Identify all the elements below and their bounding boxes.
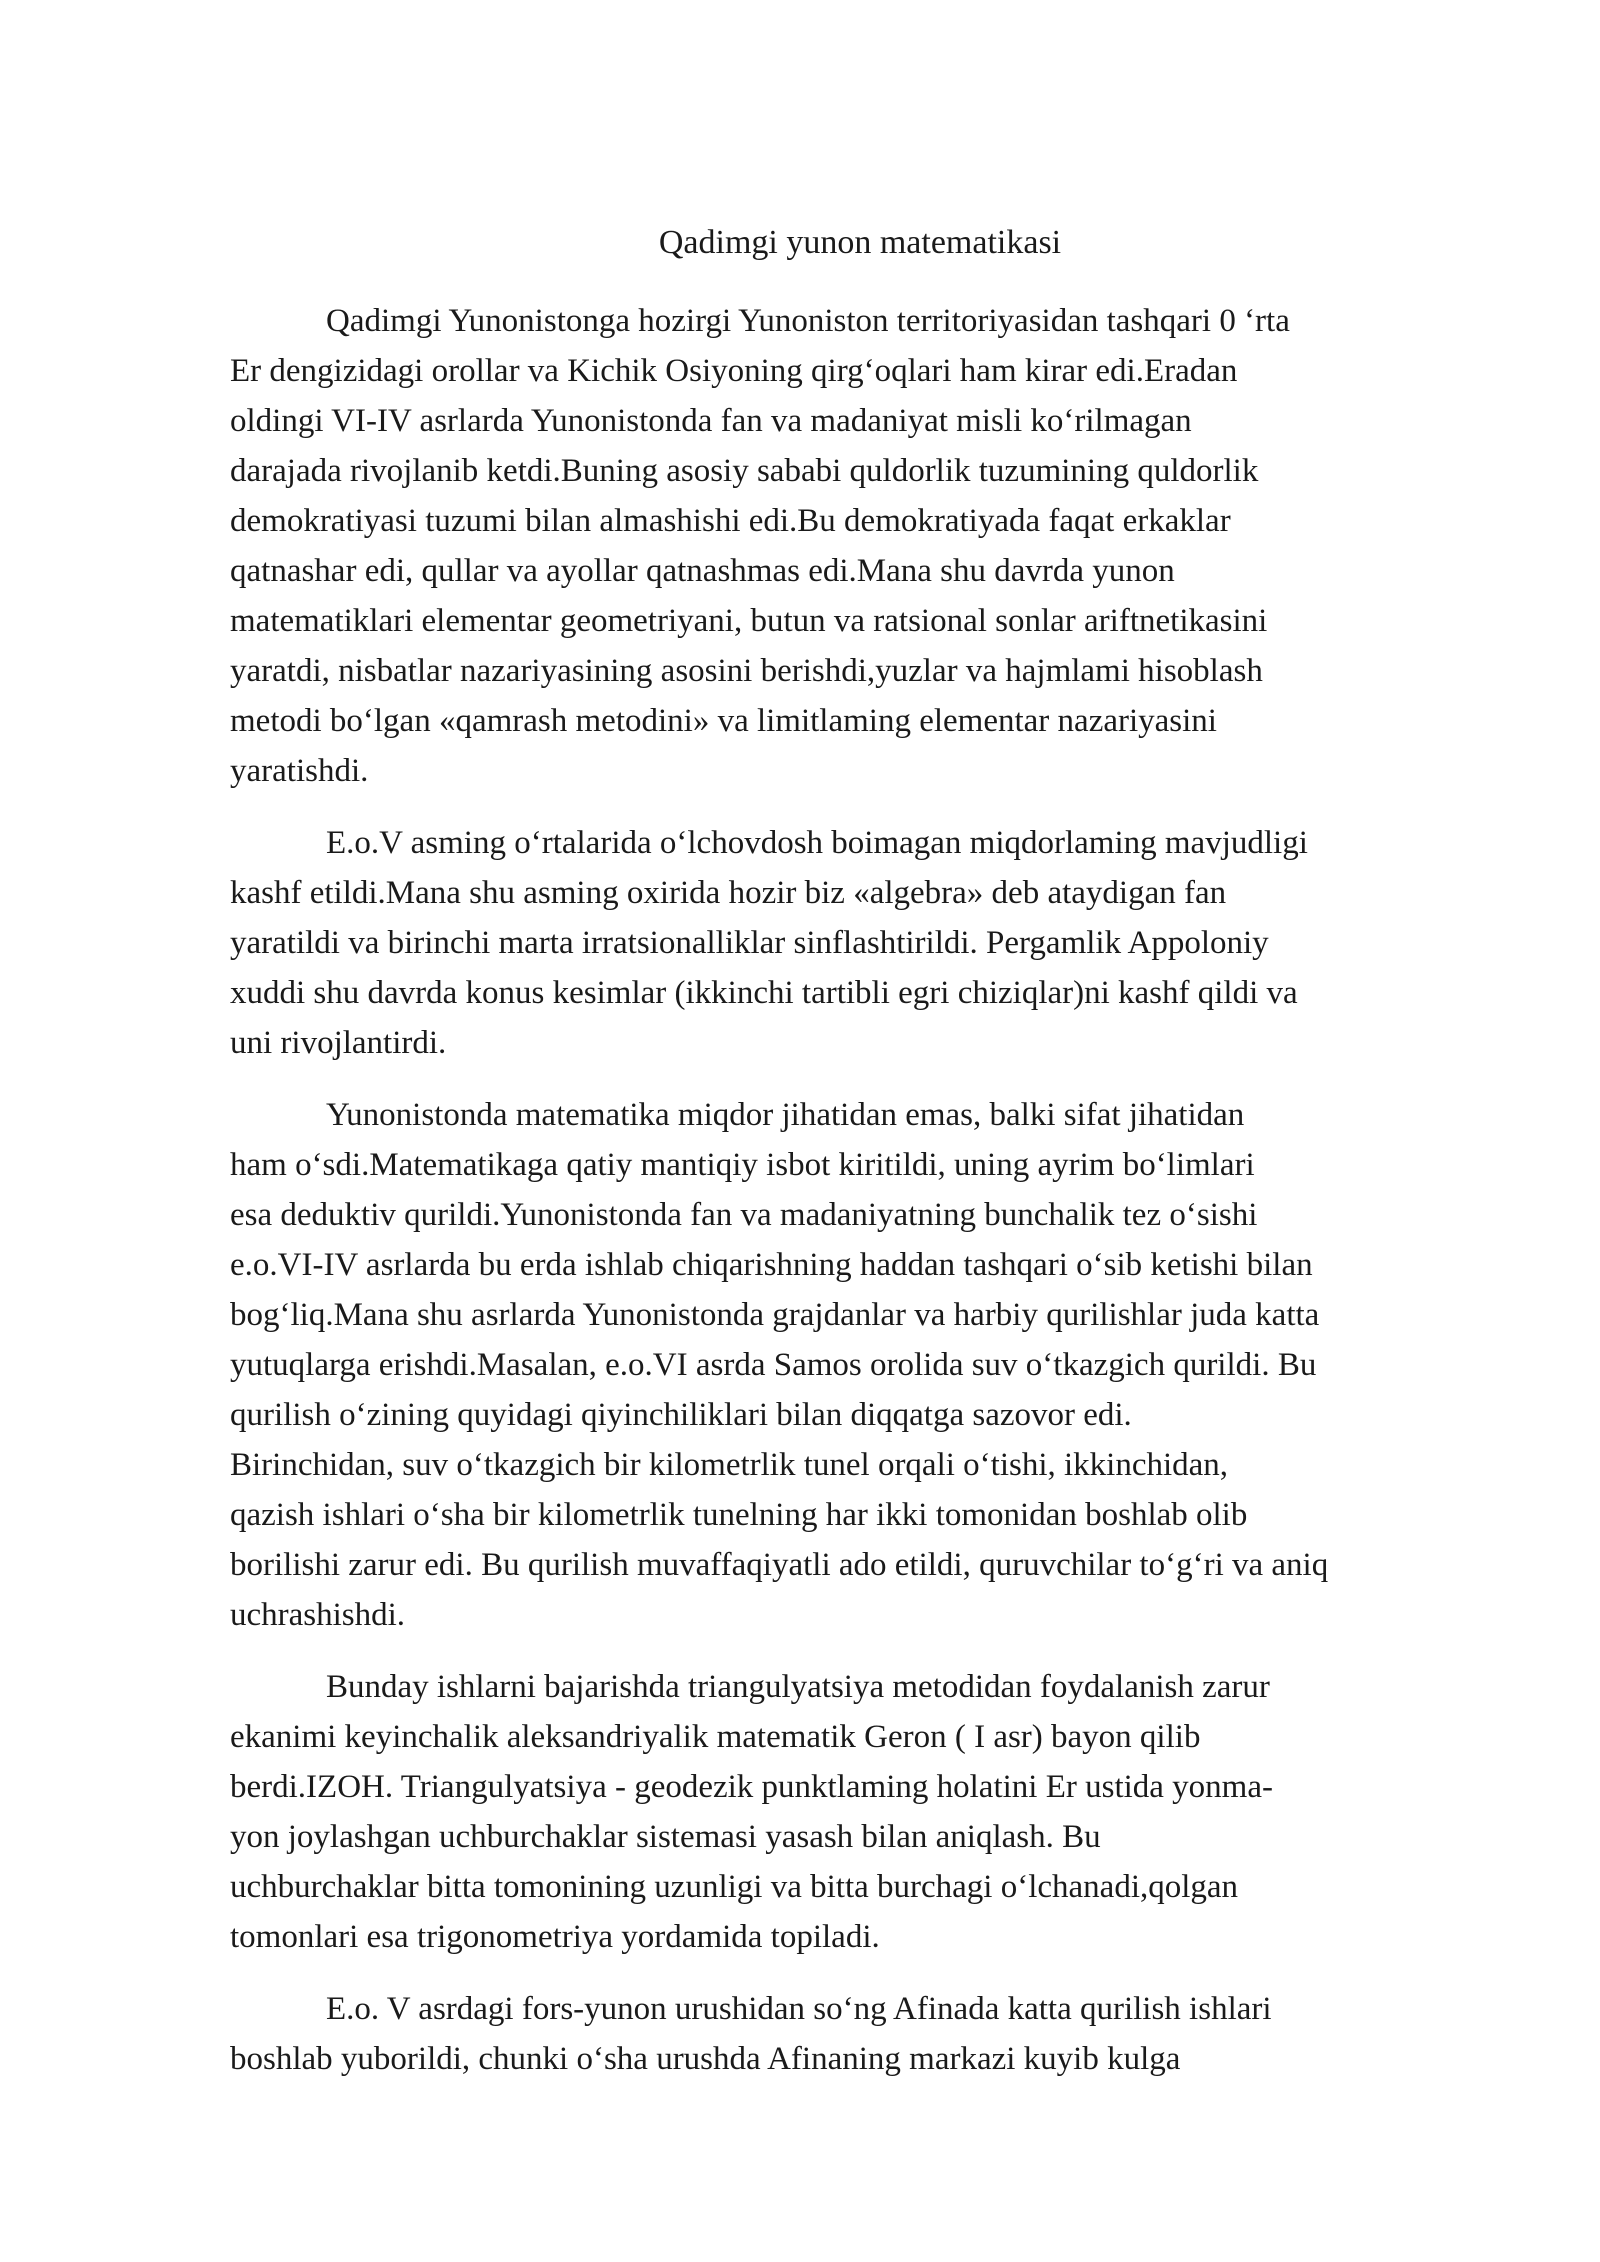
text-line: yaratishdi. <box>230 753 369 789</box>
text-line: Qadimgi Yunonistonga hozirgi Yunoniston territoriyasidan tashqari 0 ‘rta <box>326 303 1290 339</box>
text-line: metodi bo‘lgan «qamrash metodini» va limitlaming elementar nazariyasini <box>230 703 1217 739</box>
text-line: darajada rivojlanib ketdi.Buning asosiy sababi quldorlik tuzumining quldorlik <box>230 453 1259 489</box>
text-line: matematiklari elementar geometriyani, butun va ratsional sonlar ariftnetikasini <box>230 603 1268 639</box>
text-line: uchburchaklar bitta tomonining uzunligi va bitta burchagi o‘lchanadi,qolgan <box>230 1869 1239 1905</box>
text-line: Yunonistonda matematika miqdor jihatidan emas, balki sifat jihatidan <box>326 1097 1245 1133</box>
text-line: yutuqlarga erishdi.Masalan, e.o.VI asrda Samos orolida suv o‘tkazgich qurildi. Bu <box>230 1347 1317 1383</box>
paragraph-4 <box>230 1662 1500 1962</box>
text-line: qatnashar edi, qullar va ayollar qatnashmas edi.Mana shu davrda yunon <box>230 553 1175 589</box>
text-line: qazish ishlari o‘sha bir kilometrlik tunelning har ikki tomonidan boshlab olib <box>230 1497 1248 1533</box>
document-body <box>230 296 1500 2106</box>
text-line: yaratildi va birinchi marta irratsionalliklar sinflashtirildi. Pergamlik Appoloniy <box>230 925 1269 961</box>
text-line: Er dengizidagi orollar va Kichik Osiyoning qirg‘oqlari ham kirar edi.Eradan <box>230 353 1238 389</box>
text-line: e.o.VI-IV asrlarda bu erda ishlab chiqarishning haddan tashqari o‘sib ketishi bilan <box>230 1247 1313 1283</box>
text-line: qurilish o‘zining quyidagi qiyinchiliklari bilan diqqatga sazovor edi. <box>230 1397 1132 1433</box>
text-line: Birinchidan, suv o‘tkazgich bir kilometrlik tunel orqali o‘tishi, ikkinchidan, <box>230 1447 1229 1483</box>
text-line: uni rivojlantirdi. <box>230 1025 447 1061</box>
document-title: Qadimgi yunon matematikasi <box>658 224 1062 261</box>
text-line: uchrashishdi. <box>230 1597 406 1633</box>
text-line: E.o.V asming o‘rtalarida o‘lchovdosh boimagan miqdorlaming mavjudligi <box>326 825 1308 861</box>
text-line: E.o. V asrdagi fors-yunon urushidan so‘ng Afinada katta qurilish ishlari <box>326 1991 1272 2027</box>
text-line: kashf etildi.Mana shu asming oxirida hozir biz «algebra» deb ataydigan fan <box>230 875 1227 911</box>
paragraph-3 <box>230 1090 1500 1640</box>
text-line: demokratiyasi tuzumi bilan almashishi edi.Bu demokratiyada faqat erkaklar <box>230 503 1231 539</box>
text-line: yaratdi, nisbatlar nazariyasining asosini berishdi,yuzlar va hajmlami hisoblash <box>230 653 1263 689</box>
text-line: boshlab yuborildi, chunki o‘sha urushda Afinaning markazi kuyib kulga <box>230 2041 1181 2077</box>
text-line: esa deduktiv qurildi.Yunonistonda fan va madaniyatning bunchalik tez o‘sishi <box>230 1197 1258 1233</box>
text-line: ham o‘sdi.Matematikaga qatiy mantiqiy isbot kiritildi, uning ayrim bo‘limlari <box>230 1147 1255 1183</box>
text-line: ekanimi keyinchalik aleksandriyalik matematik Geron ( I asr) bayon qilib <box>230 1719 1201 1755</box>
text-line: Bunday ishlarni bajarishda triangulyatsiya metodidan foydalanish zarur <box>326 1669 1270 1705</box>
text-line: tomonlari esa trigonometriya yordamida topiladi. <box>230 1919 880 1955</box>
text-line: borilishi zarur edi. Bu qurilish muvaffaqiyatli ado etildi, quruvchilar to‘g‘ri va aniq <box>230 1547 1329 1583</box>
text-line: oldingi VI-IV asrlarda Yunonistonda fan va madaniyat misli ko‘rilmagan <box>230 403 1192 439</box>
paragraph-2 <box>230 818 1500 1068</box>
paragraph-1 <box>230 296 1500 796</box>
paragraph-5 <box>230 1984 1500 2084</box>
text-line: bog‘liq.Mana shu asrlarda Yunonistonda grajdanlar va harbiy qurilishlar juda katta <box>230 1297 1320 1333</box>
text-line: berdi.IZOH. Triangulyatsiya - geodezik punktlaming holatini Er ustida yonma- <box>230 1769 1273 1805</box>
text-line: yon joylashgan uchburchaklar sistemasi yasash bilan aniqlash. Bu <box>230 1819 1101 1855</box>
text-line: xuddi shu davrda konus kesimlar (ikkinchi tartibli egri chiziqlar)ni kashf qildi va <box>230 975 1298 1011</box>
